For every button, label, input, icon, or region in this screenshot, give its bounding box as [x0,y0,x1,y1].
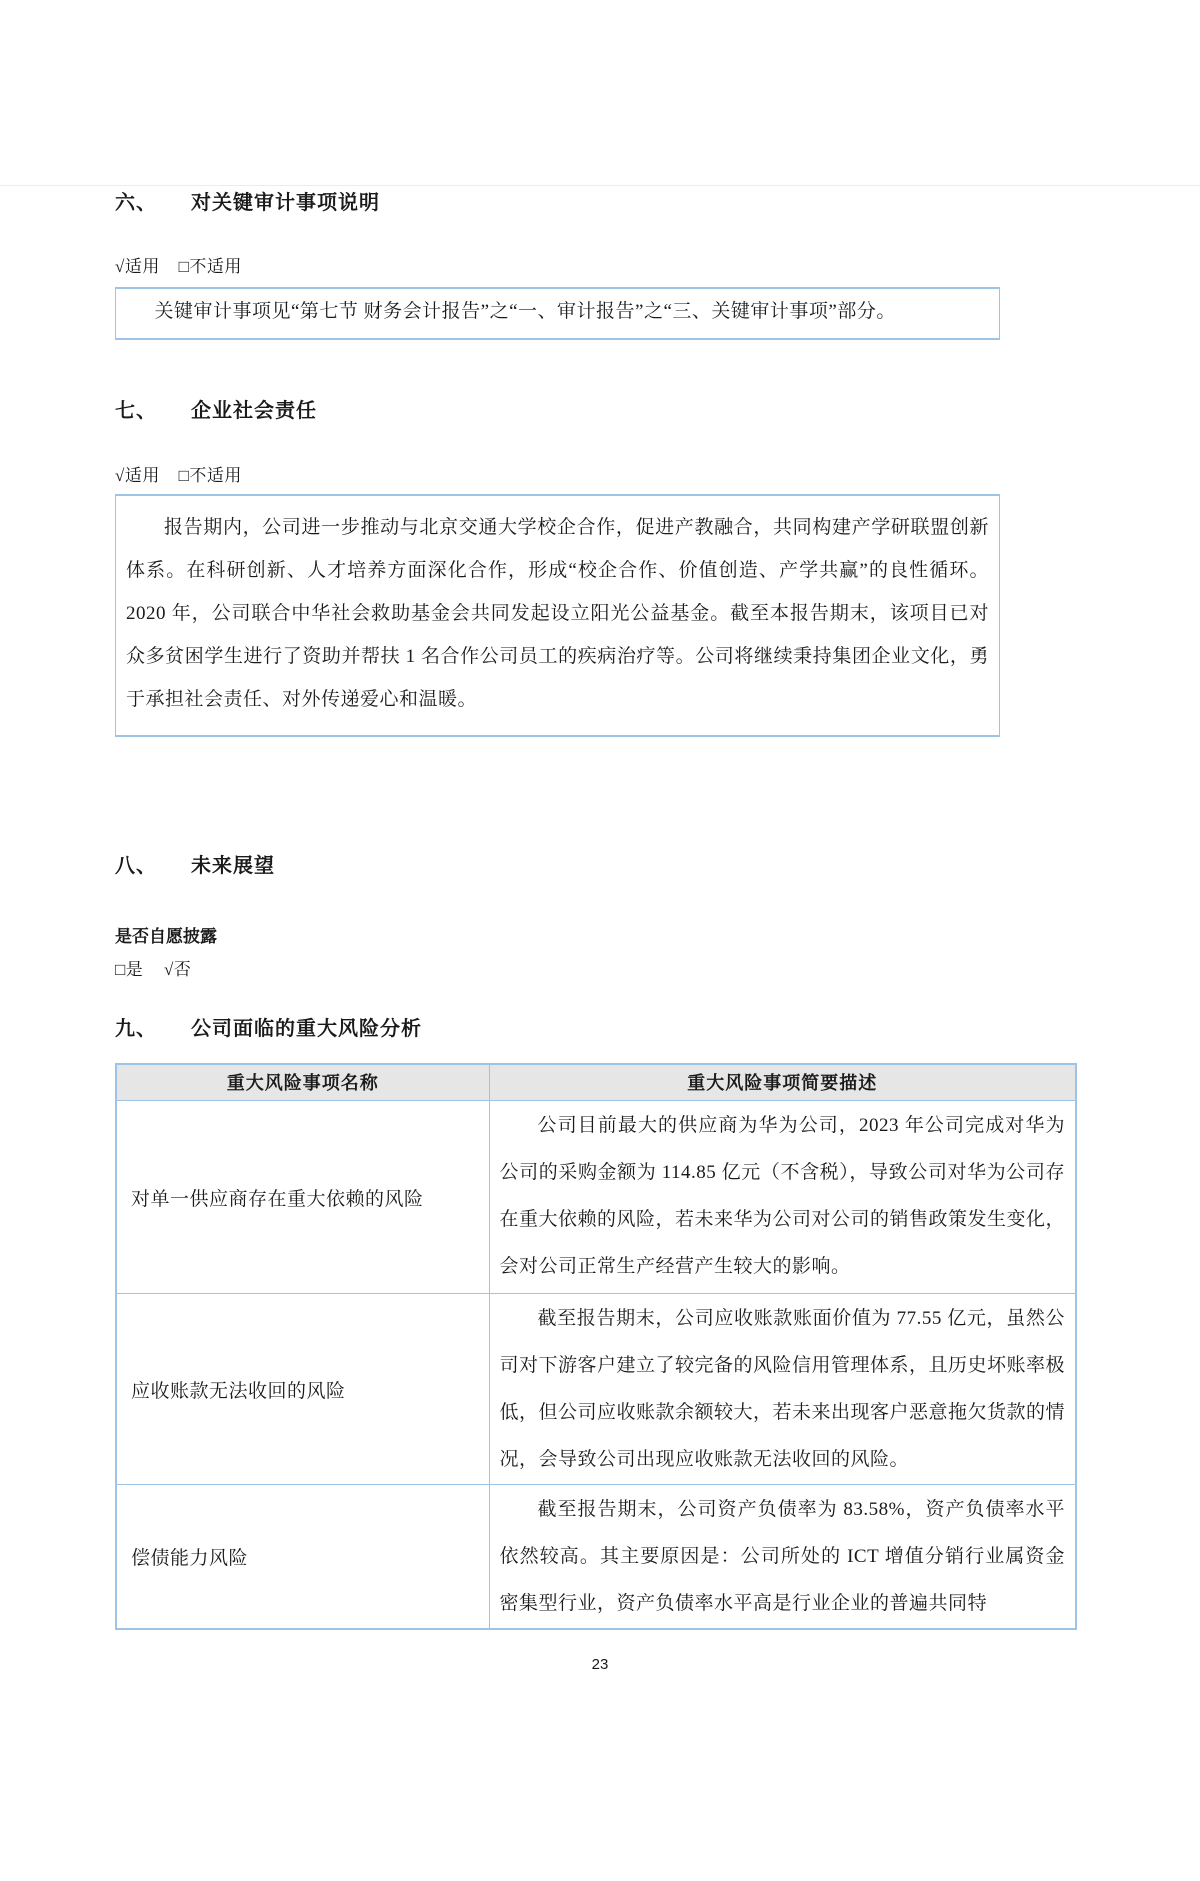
table-row [116,1294,1076,1485]
section-8-number: 八、 [115,854,157,877]
voluntary-disclosure-label: 是否自愿披露 [115,926,217,946]
section-9-heading [115,1012,1085,1041]
not-applicable-option: □不适用 [178,465,242,485]
not-applicable-option: □不适用 [178,257,242,276]
risk-desc-cell [489,1294,1076,1485]
section-8-title: 未来展望 [191,854,275,877]
risk-table-header-row [116,1064,1076,1101]
risk-desc-text: 截至报告期末，公司应收账款账面价值为 77.55 亿元，虽然公司对下游客户建立了较完备的风险信用管理体系，且历史坏账率极低，但公司应收账款余额较大，若未来出现客户恶意拖欠货款的情况，会导致公司出现应收账款无法收回的风险。 [499,1308,1065,1470]
report-page [0,186,1200,1673]
applicable-checked-option: √适用 [115,465,160,485]
section-7-title: 企业社会责任 [191,399,317,422]
section-6-number: 六、 [115,192,157,214]
section-6-heading [115,186,1085,215]
audit-matters-box [115,287,1000,340]
risk-table [115,1063,1077,1631]
risk-desc-column-header: 重大风险事项简要描述 [489,1064,1076,1101]
page-number: 23 [591,1656,609,1673]
csr-text: 报告期内，公司进一步推动与北京交通大学校企合作，促进产教融合，共同构建产学研联盟创新体系。在科研创新、人才培养方面深化合作，形成“校企合作、价值创造、产学共赢”的良性循环。2020 年，公司联合中华社会救助基金会共同发起设立阳光公益基金。截至本报告期末，该项目已对众多贫困学生进行了资助并帮扶 1 名合作公司员工的疾病治疗等。公司将继续秉持集团企业文化，勇于承担社会责任、对外传递爱心和温暖。 [126,516,989,710]
table-row [116,1101,1076,1294]
section-6-title: 对关键审计事项说明 [191,192,380,214]
audit-matters-text: 关键审计事项见“第七节 财务会计报告”之“一、审计报告”之“三、关键审计事项”部分。 [154,301,896,322]
csr-box [115,494,1000,737]
risk-name-cell: 应收账款无法收回的风险 [116,1294,489,1485]
risk-desc-text: 公司目前最大的供应商为华为公司，2023 年公司完成对华为公司的采购金额为 114.85 亿元（不含税），导致公司对华为公司存在重大依赖的风险，若未来华为公司对公司的销售政策发生变化，会对公司正常生产经营产生较大的影响。 [499,1115,1065,1277]
risk-name-cell: 偿债能力风险 [116,1485,489,1630]
yes-option: □是 [115,959,144,979]
section-8-heading [115,849,1085,878]
table-row [116,1485,1076,1630]
section-9-title: 公司面临的重大风险分析 [191,1017,422,1040]
risk-name-cell: 对单一供应商存在重大依赖的风险 [116,1101,489,1294]
section-7-heading [115,394,1085,423]
risk-name-column-header: 重大风险事项名称 [116,1064,489,1101]
section-6-applicability [115,252,1085,277]
section-7-number: 七、 [115,399,157,422]
no-checked-option: √否 [164,959,192,979]
applicable-checked-option: √适用 [115,257,160,276]
section-7-applicability [115,461,1085,486]
section-9-number: 九、 [115,1017,157,1040]
risk-desc-text: 截至报告期末，公司资产负债率为 83.58%，资产负债率水平依然较高。其主要原因是：公司所处的 ICT 增值分销行业属资金密集型行业，资产负债率水平高是行业企业的普遍共同特 [499,1499,1065,1614]
voluntary-disclosure-choice [115,955,1085,980]
risk-desc-cell [489,1485,1076,1630]
risk-desc-cell [489,1101,1076,1294]
